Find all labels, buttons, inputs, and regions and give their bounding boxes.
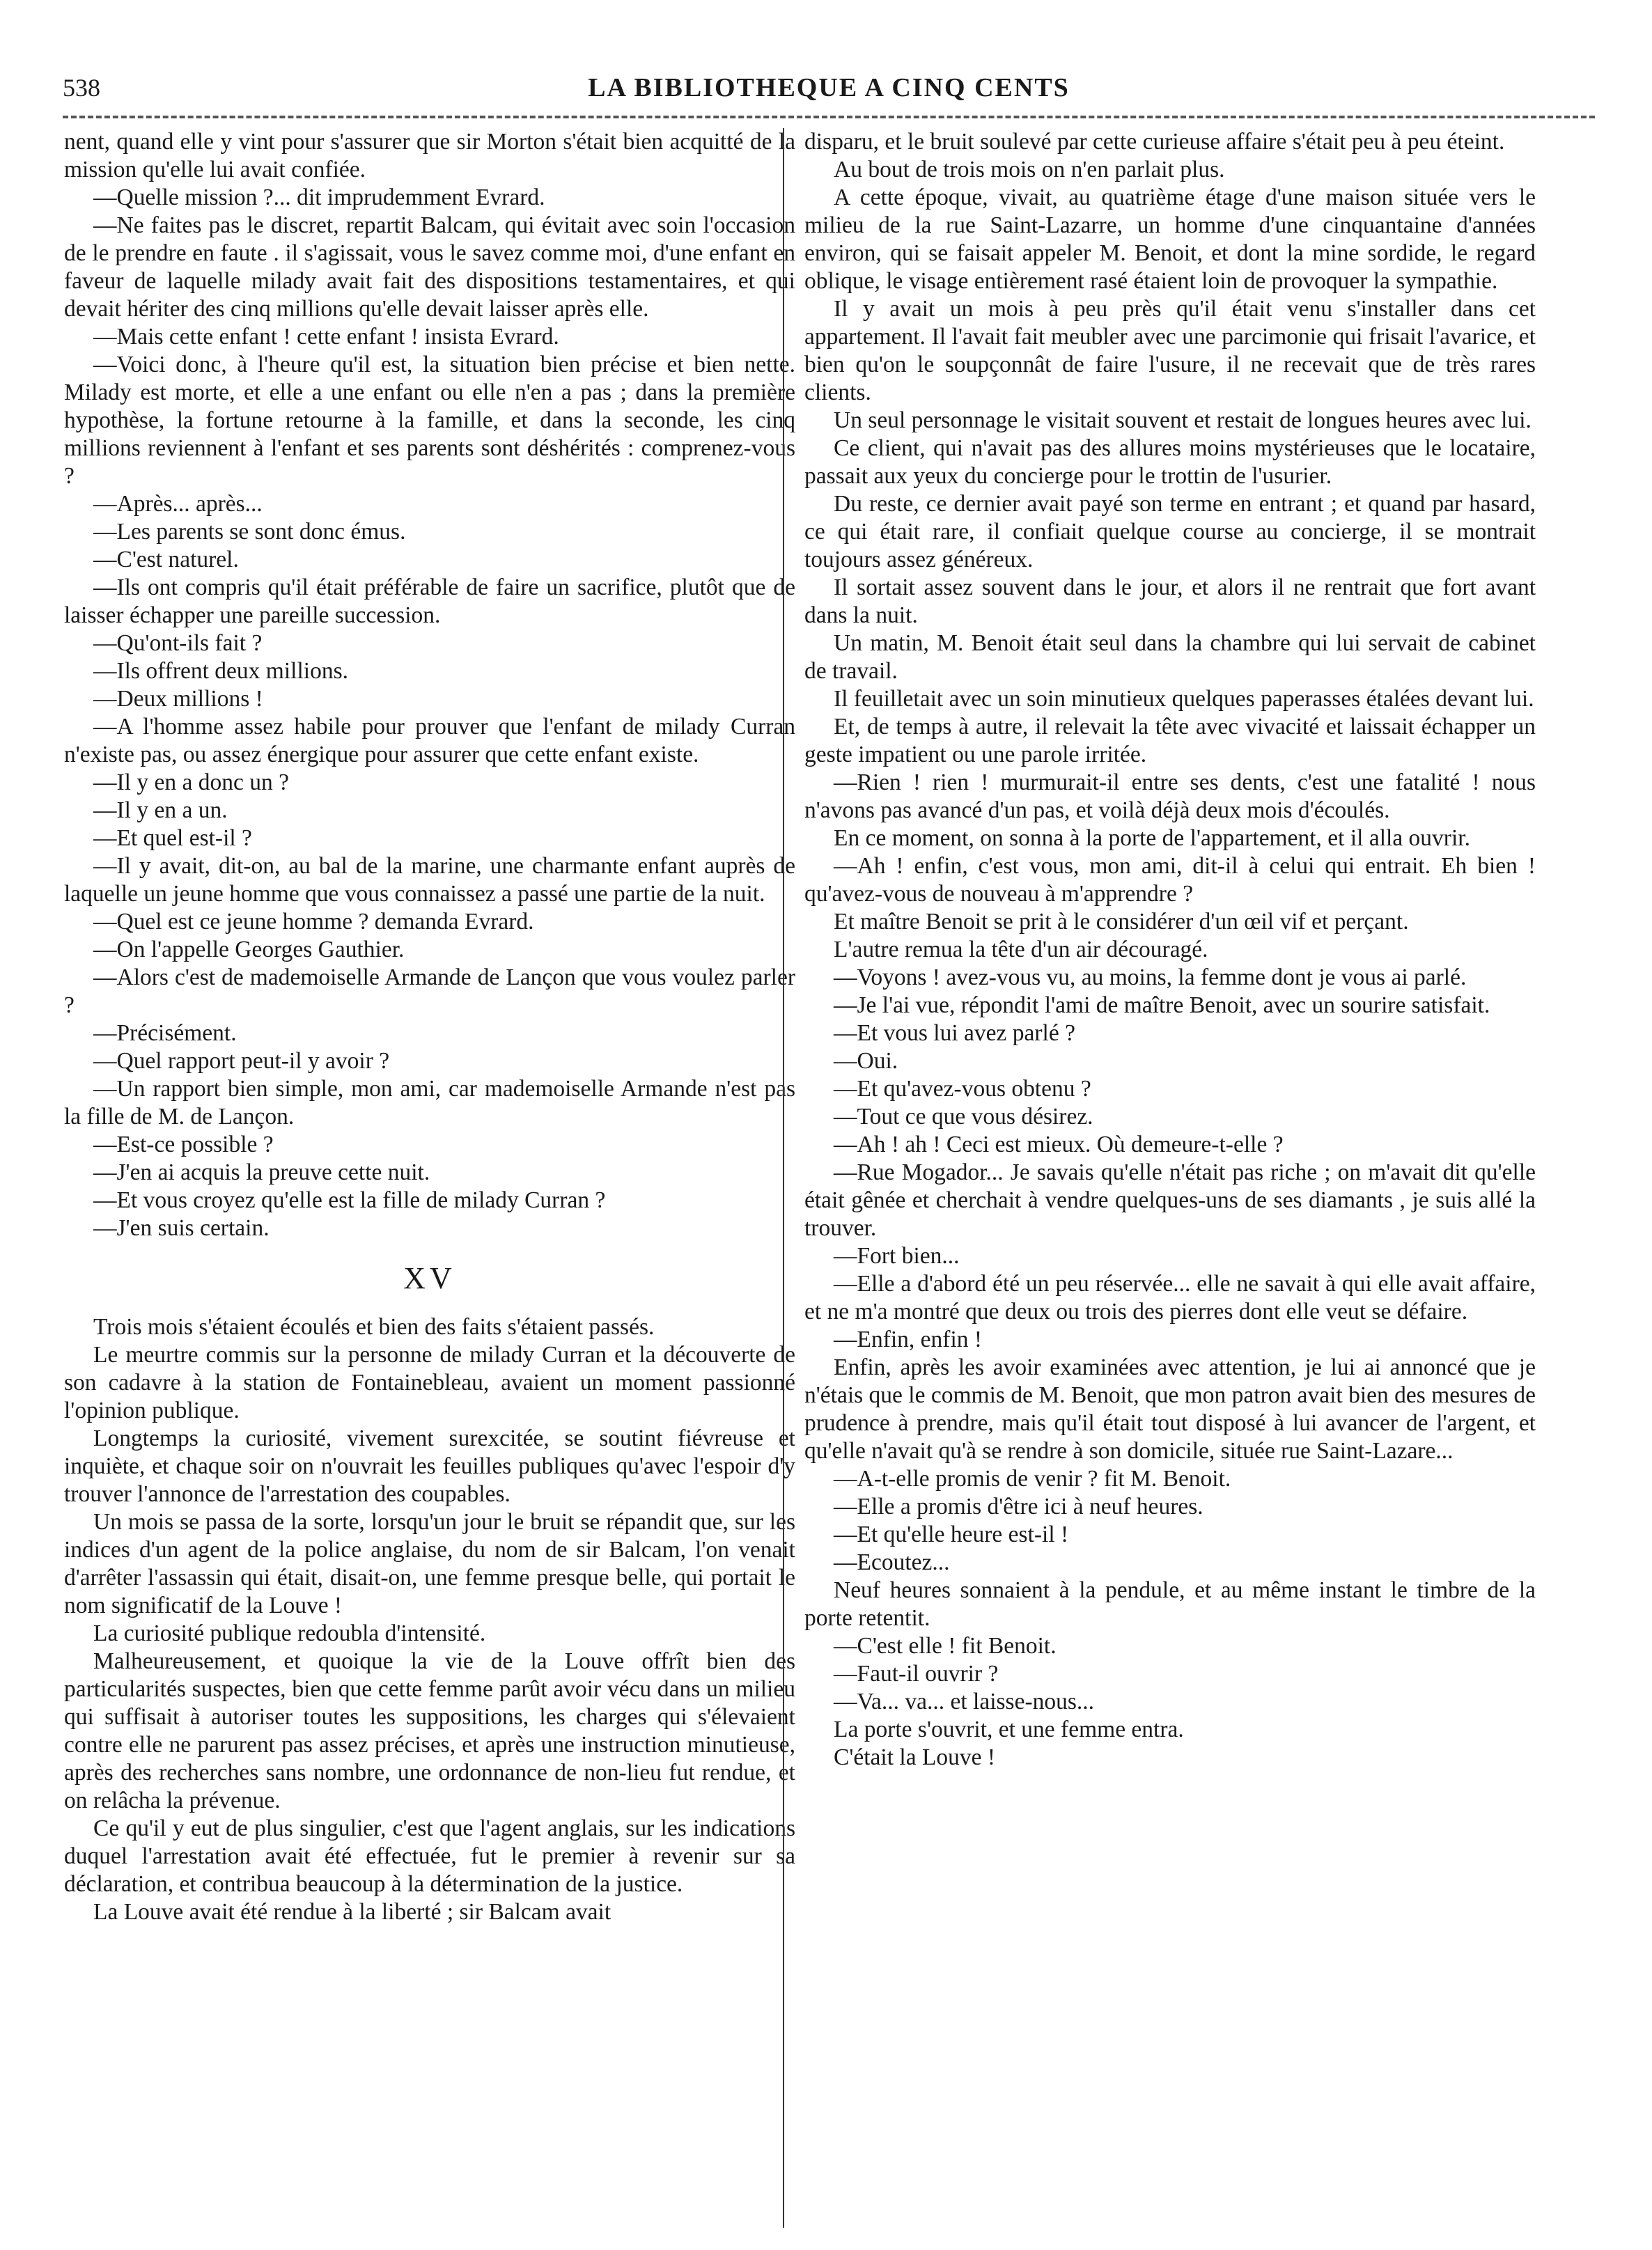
- paragraph: —Faut-il ouvrir ?: [834, 1661, 999, 1687]
- paragraph: Au bout de trois mois on n'en parlait plus.: [834, 157, 1225, 182]
- paragraph: Un mois se passa de la sorte, lorsqu'un jour le bruit se répandit que, sur les indices d'un agent de la police anglaise, du nom de sir Balcam, l'on venait d'arrêter l'assassin qui était, disait-on, une femme presque belle, qui portait le nom significatif de la Louve !: [64, 1509, 795, 1618]
- paragraph: —Ah ! enfin, c'est vous, mon ami, dit-il à celui qui entrait. Eh bien ! qu'avez-vous de nouveau à m'apprendre ?: [804, 853, 1536, 907]
- running-title: LA BIBLIOTHEQUE A CINQ CENTS: [588, 73, 1070, 102]
- paragraph: —Ne faites pas le discret, repartit Balcam, qui évitait avec soin l'occasion de le prendre en faute . il s'agissait, vous le savez comme moi, d'une enfant en faveur de laquelle milady avait fait des dispositions testamentaires, et qui devait hériter des cinq millions qu'elle devait laisser après elle.: [64, 212, 795, 322]
- column-divider: [783, 128, 784, 2228]
- paragraph: —C'est naturel.: [93, 547, 239, 572]
- paragraph: Ce client, qui n'avait pas des allures moins mystérieuses que le locataire, passait aux yeux du concierge pour le trottin de l'usurier.: [804, 435, 1536, 489]
- paragraph: —Alors c'est de mademoiselle Armande de Lançon que vous voulez parler ?: [64, 964, 795, 1018]
- paragraph: —Ah ! ah ! Ceci est mieux. Où demeure-t-elle ?: [834, 1132, 1284, 1157]
- paragraph: —A-t-elle promis de venir ? fit M. Benoit.: [834, 1466, 1231, 1492]
- header-rule: [63, 116, 1595, 118]
- paragraph: C'était la Louve !: [834, 1744, 996, 1770]
- right-column-text: [804, 128, 1536, 1772]
- paragraph: —Quelle mission ?... dit imprudemment Evrard.: [93, 185, 545, 210]
- paragraph: —Et vous croyez qu'elle est la fille de milady Curran ?: [93, 1187, 606, 1213]
- paragraph: A cette époque, vivait, au quatrième étage d'une maison située vers le milieu de la rue Saint-Lazarre, un homme d'une cinquantaine d'années environ, qui se faisait appeler M. Benoit, et dont la mine sordide, le regard oblique, le visage entièrement rasé étaient loin de provoquer la sympathie.: [804, 185, 1536, 294]
- paragraph: Du reste, ce dernier avait payé son terme en entrant ; et quand par hasard, ce qui était rare, il confiait quelque course au concierge, il se montrait toujours assez généreux.: [804, 491, 1536, 572]
- paragraph: —Fort bien...: [834, 1243, 960, 1269]
- paragraph: —Mais cette enfant ! cette enfant ! insista Evrard.: [93, 324, 559, 350]
- paragraph: —Voyons ! avez-vous vu, au moins, la femme dont je vous ai parlé.: [834, 964, 1467, 990]
- paragraph: —Va... va... et laisse-nous...: [834, 1689, 1095, 1714]
- paragraph: Le meurtre commis sur la personne de milady Curran et la découverte de son cadavre à la station de Fontainebleau, avaient un moment passionné l'opinion publique.: [64, 1342, 795, 1423]
- paragraph: —Et qu'elle heure est-il !: [834, 1522, 1069, 1547]
- paragraph: La porte s'ouvrit, et une femme entra.: [834, 1717, 1184, 1742]
- left-column: [64, 128, 795, 1926]
- paragraph: —Ils offrent deux millions.: [93, 658, 348, 684]
- paragraph: Neuf heures sonnaient à la pendule, et au même instant le timbre de la porte retentit.: [804, 1577, 1536, 1631]
- paragraph: En ce moment, on sonna à la porte de l'appartement, et il alla ouvrir.: [834, 825, 1470, 851]
- page-header: [63, 67, 1595, 109]
- paragraph: Et maître Benoit se prit à le considérer d'un œil vif et perçant.: [834, 909, 1409, 935]
- paragraph: —C'est elle ! fit Benoit.: [834, 1633, 1057, 1659]
- paragraph: nent, quand elle y vint pour s'assurer que sir Morton s'était bien acquitté de la mission qu'elle lui avait confiée.: [64, 129, 795, 182]
- paragraph: —Et quel est-il ?: [93, 825, 252, 851]
- paragraph: —Tout ce que vous désirez.: [834, 1104, 1093, 1130]
- paragraph: Un seul personnage le visitait souvent et restait de longues heures avec lui.: [834, 407, 1532, 433]
- paragraph: —Il y en a donc un ?: [93, 769, 289, 795]
- paragraph: —A l'homme assez habile pour prouver que l'enfant de milady Curran n'existe pas, ou assez énergique pour assurer que cette enfant existe.: [64, 714, 795, 767]
- paragraph: —Je l'ai vue, répondit l'ami de maître Benoit, avec un sourire satisfait.: [834, 992, 1490, 1018]
- paragraph: disparu, et le bruit soulevé par cette curieuse affaire s'était peu à peu éteint.: [804, 129, 1505, 155]
- page-number: 538: [63, 74, 100, 102]
- paragraph: —Rien ! rien ! murmurait-il entre ses dents, c'est une fatalité ! nous n'avons pas avancé d'un pas, et voilà déjà deux mois d'écoulés.: [804, 769, 1536, 823]
- paragraph: Trois mois s'étaient écoulés et bien des faits s'étaient passés.: [93, 1314, 655, 1340]
- paragraph: —Précisément.: [93, 1020, 237, 1046]
- paragraph: —Enfin, enfin !: [834, 1327, 983, 1352]
- right-column: [804, 128, 1536, 1772]
- paragraph: —Elle a d'abord été un peu réservée... elle ne savait à qui elle avait affaire, et ne m'a montré que deux ou trois des pierres dont elle veut se défaire.: [804, 1271, 1536, 1325]
- paragraph: Longtemps la curiosité, vivement surexcitée, se soutint fiévreuse et inquiète, et chaque soir on n'ouvrait les feuilles publiques qu'avec l'espoir d'y trouver l'annonce de l'arrestation des coupables.: [64, 1425, 795, 1507]
- left-column-text-after: [64, 1313, 795, 1926]
- paragraph: —J'en ai acquis la preuve cette nuit.: [93, 1159, 430, 1185]
- paragraph: —Après... après...: [93, 491, 263, 517]
- paragraph: —Rue Mogador... Je savais qu'elle n'était pas riche ; on m'avait dit qu'elle était gênée et cherchait à vendre quelques-uns de ses diamants , je suis allé la trouver.: [804, 1159, 1536, 1241]
- paragraph: —Un rapport bien simple, mon ami, car mademoiselle Armande n'est pas la fille de M. de Lançon.: [64, 1076, 795, 1130]
- paragraph: —Il y en a un.: [93, 797, 228, 823]
- paragraph: —Ecoutez...: [834, 1549, 950, 1575]
- paragraph: —J'en suis certain.: [93, 1215, 270, 1241]
- paragraph: La Louve avait été rendue à la liberté ; sir Balcam avait: [93, 1899, 611, 1925]
- left-column-text-before: [64, 128, 795, 1242]
- paragraph: La curiosité publique redoubla d'intensité.: [93, 1620, 486, 1646]
- paragraph: —Qu'ont-ils fait ?: [93, 630, 263, 656]
- paragraph: Enfin, après les avoir examinées avec attention, je lui ai annoncé que je n'étais que le commis de M. Benoit, que mon patron avait bien des mesures de prudence à prendre, mais qu'il était tout disposé à lui avancer de l'argent, et qu'elle n'avait qu'à se rendre à son domicile, située rue Saint-Lazare...: [804, 1354, 1536, 1464]
- paragraph: Et, de temps à autre, il relevait la tête avec vivacité et laissait échapper un geste impatient ou une parole irritée.: [804, 714, 1536, 767]
- paragraph: Il feuilletait avec un soin minutieux quelques paperasses étalées devant lui.: [834, 686, 1534, 712]
- paragraph: —Et vous lui avez parlé ?: [834, 1020, 1075, 1046]
- paragraph: —Il y avait, dit-on, au bal de la marine, une charmante enfant auprès de laquelle un jeune homme que vous connaissez a passé une partie de la nuit.: [64, 853, 795, 907]
- paragraph: —On l'appelle Georges Gauthier.: [93, 937, 405, 962]
- paragraph: —Elle a promis d'être ici à neuf heures.: [834, 1494, 1203, 1519]
- paragraph: —Est-ce possible ?: [93, 1132, 274, 1157]
- paragraph: —Ils ont compris qu'il était préférable de faire un sacrifice, plutôt que de laisser échapper une pareille succession.: [64, 575, 795, 628]
- paragraph: L'autre remua la tête d'un air découragé.: [834, 937, 1208, 962]
- paragraph: —Voici donc, à l'heure qu'il est, la situation bien précise et bien nette. Milady est morte, et elle a une enfant ou elle n'en a pas ; dans la première hypothèse, la fortune retourne à la famille, et dans la seconde, les cinq millions reviennent à l'enfant et ses parents sont déshérités : comprenez-vous ?: [64, 352, 795, 489]
- paragraph: —Oui.: [834, 1048, 898, 1074]
- paragraph: —Et qu'avez-vous obtenu ?: [834, 1076, 1091, 1102]
- paragraph: —Les parents se sont donc émus.: [93, 519, 406, 545]
- paragraph: Ce qu'il y eut de plus singulier, c'est que l'agent anglais, sur les indications duquel l'arrestation avait été effectuée, fut le premier à revenir sur sa déclaration, et contribua beaucoup à la détermination de la justice.: [64, 1815, 795, 1897]
- paragraph: Un matin, M. Benoit était seul dans la chambre qui lui servait de cabinet de travail.: [804, 630, 1536, 684]
- paragraph: Malheureusement, et quoique la vie de la Louve offrît bien des particularités suspectes, bien que cette femme parût avoir vécu dans un milieu qui suffisait à autoriser toutes les suppositions, les charges qui s'élevaient contre elle ne parurent pas assez précises, et après une instruction minutieuse, après des recherches sans nombre, une ordonnance de non-lieu fut rendue, et on relâcha la prévenue.: [64, 1648, 795, 1813]
- paragraph: —Deux millions !: [93, 686, 263, 712]
- paragraph: Il y avait un mois à peu près qu'il était venu s'installer dans cet appartement. Il l'avait fait meubler avec une parcimonie qui frisait l'avarice, et bien qu'on le soupçonnât de faire l'usure, il ne recevait que de très rares clients.: [804, 296, 1536, 405]
- chapter-heading: XV: [403, 1261, 456, 1295]
- paragraph: —Quel est ce jeune homme ? demanda Evrard.: [93, 909, 534, 935]
- paragraph: Il sortait assez souvent dans le jour, et alors il ne rentrait que fort avant dans la nuit.: [804, 575, 1536, 628]
- paragraph: —Quel rapport peut-il y avoir ?: [93, 1048, 390, 1074]
